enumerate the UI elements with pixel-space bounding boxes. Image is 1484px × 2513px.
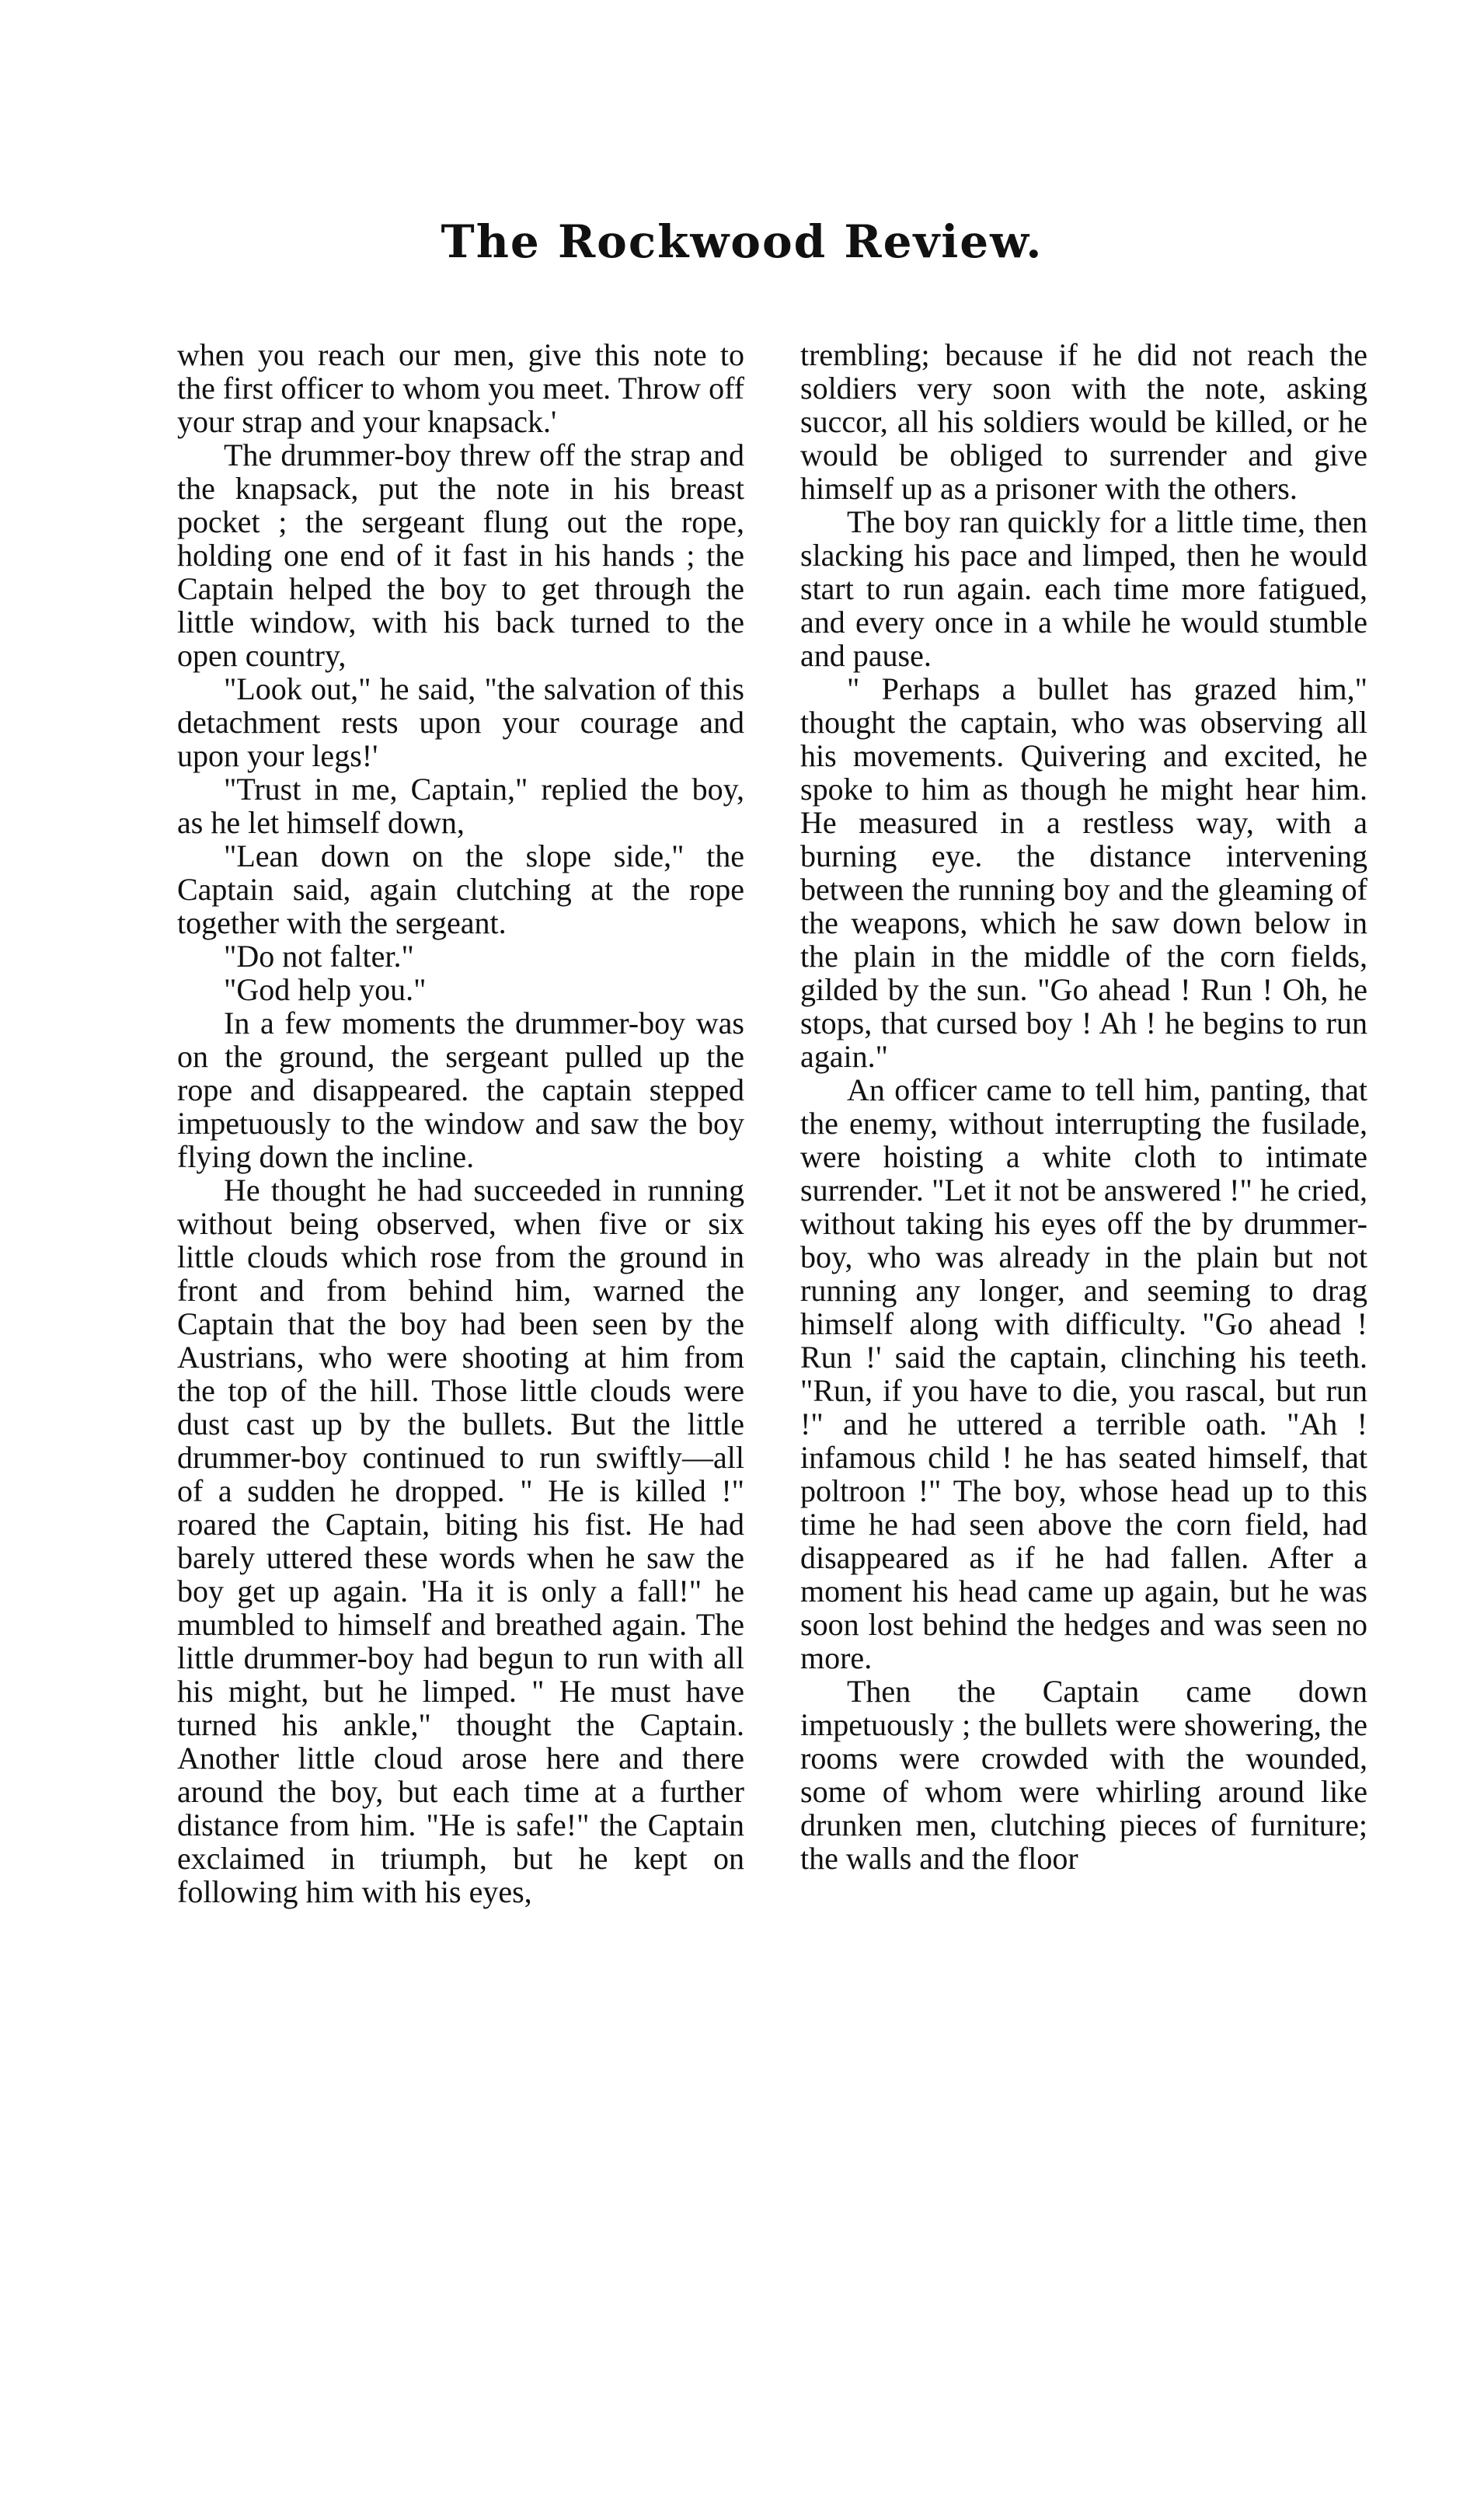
page-masthead: The Rockwood Review.: [441, 215, 1043, 268]
paragraph: In a few moments the drummer-boy was on the ground, the sergeant pulled up the rope and disappeared. the captain stepped impetuously to the window and saw the boy flying down the incline.: [177, 1006, 744, 1174]
paragraph: " Perhaps a bullet has grazed him," thought the captain, who was observing all his movements. Quivering and excited, he spoke to him as though he might hear him. He measured in a restless way, with a burning eye. the distance intervening between the running boy and the gleaming of the weapons, which he saw down below in the plain in the middle of the corn fields, gilded by the sun. "Go ahead ! Run ! Oh, he stops, that cursed boy ! Ah ! he begins to run again.": [800, 671, 1367, 1074]
paragraph: He thought he had succeeded in running without being observed, when five or six little clouds which rose from the ground in front and from behind him, warned the Captain that the boy had been seen by the Austrians, who were shooting at him from the top of the hill. Those little clouds were dust cast up by the bullets. But the little drummer-boy continued to run swiftly—all of a sudden he dropped. " He is killed !" roared the Captain, biting his fist. He had barely uttered these words when he saw the boy get up again. 'Ha it is only a fall!" he mumbled to himself and breathed again. The little drummer-boy had begun to run with all his might, but he limped. " He must have turned his ankle," thought the Captain. Another little cloud arose here and there around the boy, but each time at a further distance from him. "He is safe!" the Captain exclaimed in triumph, but he kept on following him with his eyes,: [177, 1173, 744, 1909]
paragraph: Then the Captain came down impetuously ; the bullets were showering, the rooms were crowded with the wounded, some of whom were whirling around like drunken men, clutching pieces of furniture; the walls and the floor: [800, 1674, 1367, 1876]
paragraph: when you reach our men, give this note to the first officer to whom you meet. Throw off your strap and your knapsack.': [177, 337, 744, 439]
paragraph: "God help you.": [224, 972, 427, 1007]
paragraph: The drummer-boy threw off the strap and the knapsack, put the note in his breast pocket ; the sergeant flung out the rope, holding one end of it fast in his hands ; the Captain helped the boy to get through the little window, with his back turned to the open country,: [177, 437, 744, 673]
paragraph: "Lean down on the slope side," the Captain said, again clutching at the rope together with the sergeant.: [177, 838, 744, 940]
paragraph: "Look out," he said, "the salvation of this detachment rests upon your courage and upon your legs!': [177, 671, 744, 773]
right-column: [800, 338, 1367, 1875]
left-column: [177, 338, 744, 1908]
paragraph: An officer came to tell him, panting, that the enemy, without interrupting the fusilade, were hoisting a white cloth to intimate surrender. "Let it not be answered !" he cried, without taking his eyes off the by drummer-boy, who was already in the plain but not running any longer, and seeming to drag himself along with difficulty. "Go ahead ! Run !' said the captain, clinching his teeth. "Run, if you have to die, you rascal, but run !" and he uttered a terrible oath. "Ah ! infamous child ! he has seated himself, that poltroon !" The boy, whose head up to this time he had seen above the corn field, had disappeared as if he had fallen. After a moment his head came up again, but he was soon lost behind the hedges and was seen no more.: [800, 1072, 1367, 1675]
paragraph: trembling; because if he did not reach the soldiers very soon with the note, asking succor, all his soldiers would be killed, or he would be obliged to surrender and give himself up as a prisoner with the others.: [800, 337, 1367, 506]
paragraph: "Do not falter.": [224, 939, 414, 974]
paragraph: The boy ran quickly for a little time, then slacking his pace and limped, then he would start to run again. each time more fatigued, and every once in a while he would stumble and pause.: [800, 504, 1367, 673]
paragraph: "Trust in me, Captain," replied the boy, as he let himself down,: [177, 772, 744, 840]
